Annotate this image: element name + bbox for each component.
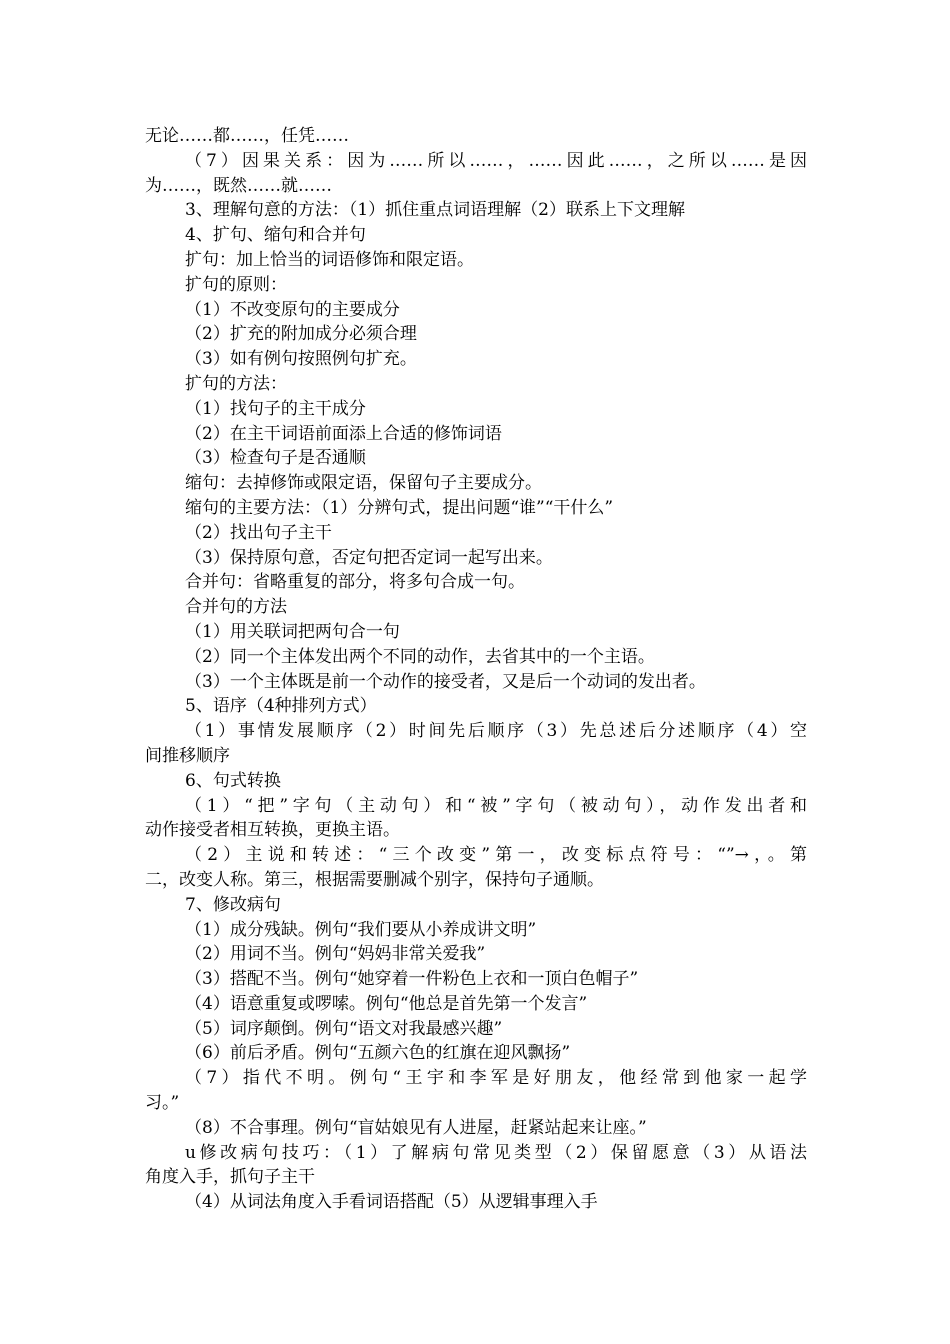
text-line: （4）从词法角度入手看词语搭配（5）从逻辑事理入手 [185,1192,598,1213]
text-line: 二，改变人称。第三，根据需要删减个别字，保持句子通顺。 [145,869,604,890]
list-item: （5）词序颠倒。例句“语文对我最感兴趣” [185,1018,503,1039]
list-item: （6）前后矛盾。例句“五颜六色的红旗在迎风飘扬” [185,1043,571,1064]
list-item: （4）语意重复或啰嗦。例句“他总是首先第一个发言” [185,993,588,1014]
list-item: （3）保持原句意，否定句把否定词一起写出来。 [185,547,553,568]
list-item: （1）用关联词把两句合一句 [185,621,400,642]
text-line: 缩句：去掉修饰或限定语，保留句子主要成分。 [185,473,542,494]
text-line: （7）因果关系：因为……所以……，……因此……，之所以……是因 [185,150,807,171]
section-heading: 7、修改病句 [185,894,281,915]
section-heading: 4、扩句、缩句和合并句 [185,225,366,246]
document-body [145,124,807,1215]
list-item: （3）一个主体既是前一个动作的接受者，又是后一个动词的发出者。 [185,671,706,692]
list-item: （3）搭配不当。例句“她穿着一件粉色上衣和一顶白色帽子” [185,969,639,990]
text-line: u修改病句技巧：（1）了解病句常见类型（2）保留愿意（3）从语法 [185,1142,807,1163]
text-line: 扩句的方法： [185,373,287,394]
text-line: 合并句的方法 [185,597,287,618]
list-item: （2）主说和转述：“三个改变”第一，改变标点符号：“”→，。第 [185,845,807,866]
section-heading: 5、语序（4种排列方式） [185,696,377,717]
text-line: 缩句的主要方法：（1）分辨句式，提出问题“谁”“干什么” [185,497,614,518]
text-line: 间推移顺序 [145,745,230,766]
list-item: （3）检查句子是否通顺 [185,448,366,469]
list-item: （1）“把”字句（主动句）和“被”字句（被动句），动作发出者和 [185,795,807,816]
text-line: 扩句：加上恰当的词语修饰和限定语。 [185,249,474,270]
list-item: （2）在主干词语前面添上合适的修饰词语 [185,423,502,444]
text-line: 动作接受者相互转换，更换主语。 [145,820,400,841]
text-line: 为……，既然……就…… [145,175,332,196]
text-line: 3、理解句意的方法：（1）抓住重点词语理解（2）联系上下文理解 [185,200,685,221]
text-line: 习。” [145,1093,180,1114]
list-item: （8）不合事理。例句“盲姑娘见有人进屋，赶紧站起来让座。” [185,1117,647,1138]
list-item: （7）指代不明。例句“王宇和李军是好朋友，他经常到他家一起学 [185,1068,807,1089]
list-item: （2）同一个主体发出两个不同的动作，去省其中的一个主语。 [185,646,655,667]
list-item: （1）事情发展顺序（2）时间先后顺序（3）先总述后分述顺序（4）空 [185,721,807,742]
text-line: 无论……都……，任凭…… [145,126,349,146]
list-item: （1）成分残缺。例句“我们要从小养成讲文明” [185,919,537,940]
list-item: （2）扩充的附加成分必须合理 [185,324,417,345]
list-item: （1）不改变原句的主要成分 [185,299,400,320]
list-item: （2）找出句子主干 [185,522,332,543]
list-item: （3）如有例句按照例句扩充。 [185,349,417,370]
text-line: 合并句：省略重复的部分，将多句合成一句。 [185,572,525,593]
list-item: （1）找句子的主干成分 [185,398,366,419]
section-heading: 6、句式转换 [185,770,281,791]
list-item: （2）用词不当。例句“妈妈非常关爱我” [185,944,486,965]
text-line: 扩句的原则： [185,274,287,295]
text-line: 角度入手，抓句子主干 [145,1167,315,1188]
